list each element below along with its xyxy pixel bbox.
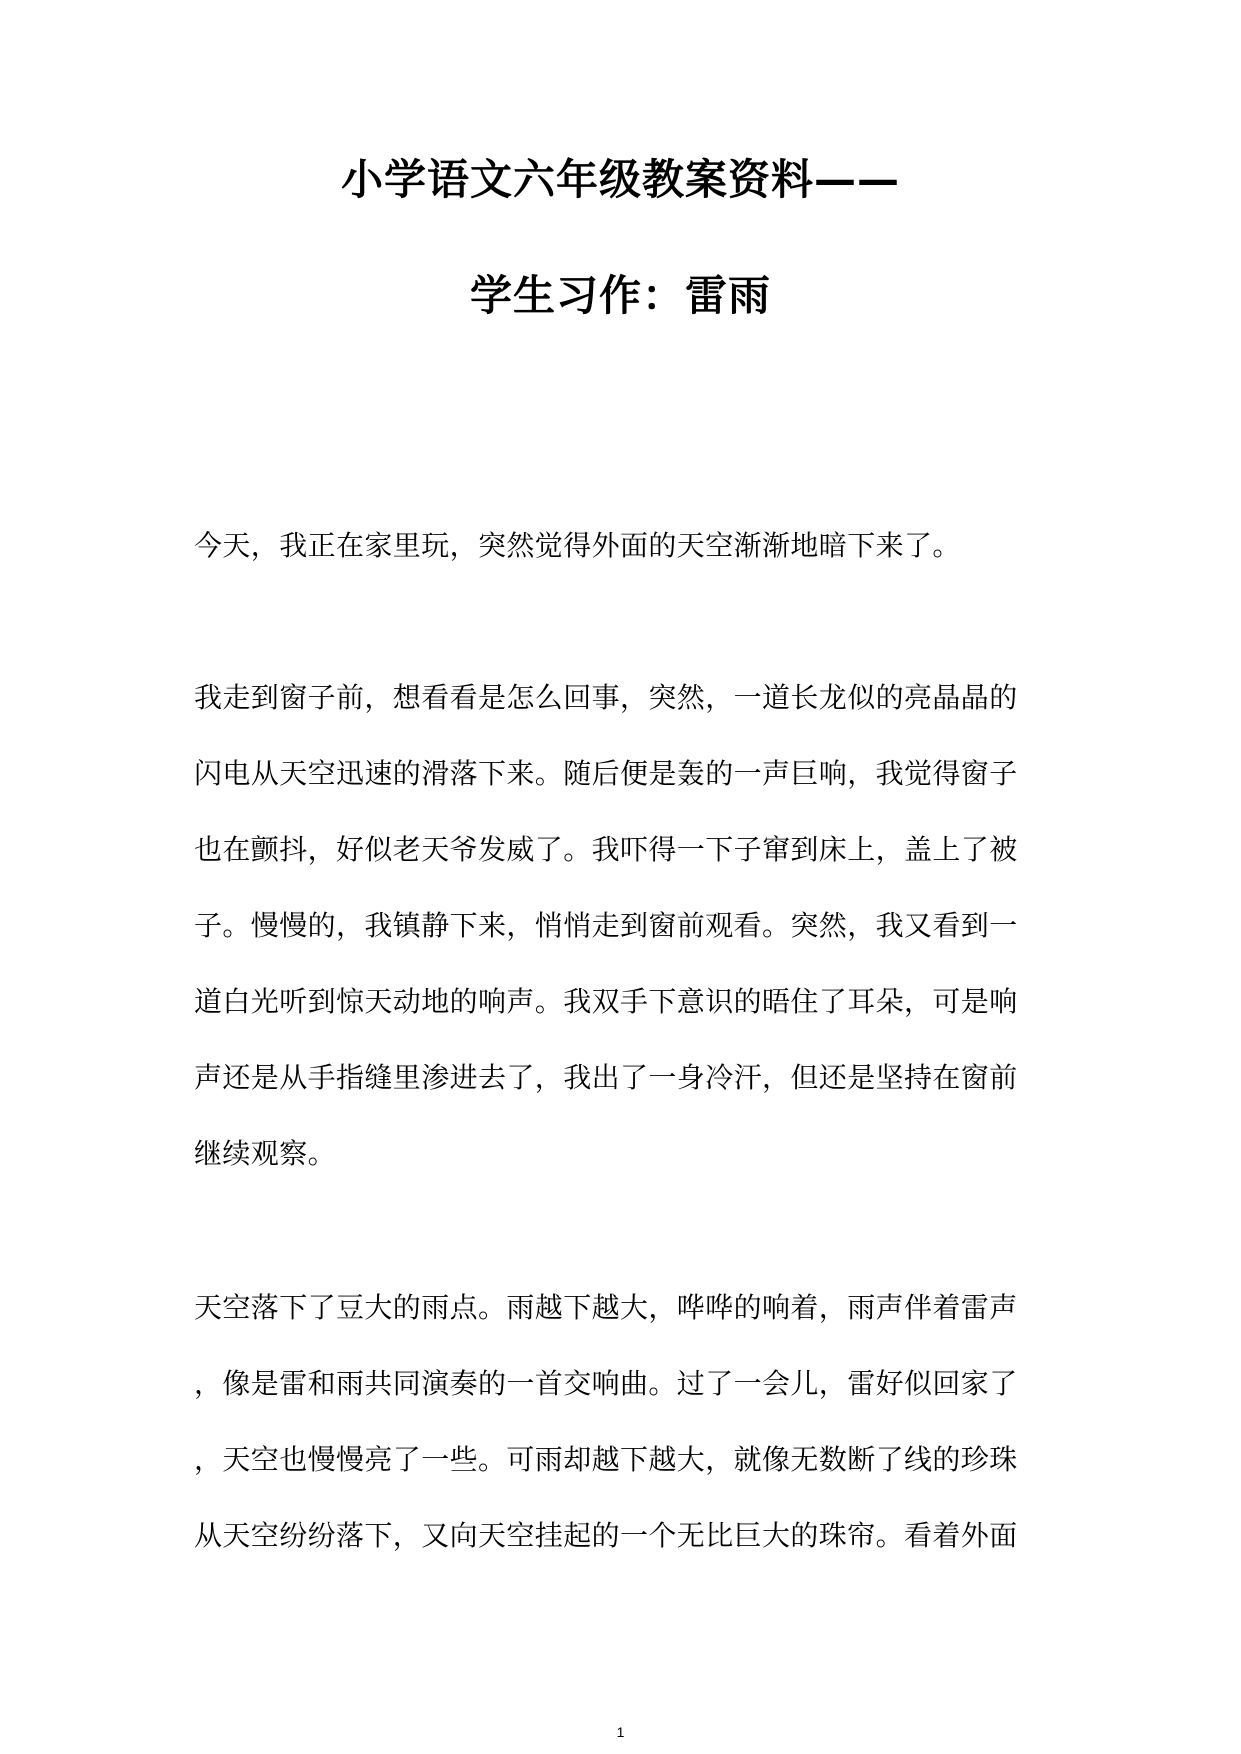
paragraph-2: [194, 660, 1046, 1192]
paragraph-3: [194, 1270, 1046, 1574]
paragraph-line: ，像是雷和雨共同演奏的一首交响曲。过了一会儿，雷好似回家了: [194, 1367, 1018, 1400]
paragraph-line: ，天空也慢慢亮了一些。可雨却越下越大，就像无数断了线的珍珠: [194, 1443, 1018, 1476]
paragraph-line: 继续观察。: [194, 1137, 337, 1170]
paragraph-line: 天空落下了豆大的雨点。雨越下越大，哗哗的响着，雨声伴着雷声: [194, 1291, 1018, 1324]
paragraph-line: 我走到窗子前，想看看是怎么回事，突然，一道长龙似的亮晶晶的: [194, 681, 1018, 714]
document-title-line-2: 学生习作：雷雨: [469, 271, 771, 320]
paragraph-1: [194, 508, 1046, 584]
paragraph-line: 从天空纷纷落下，又向天空挂起的一个无比巨大的珠帘。看着外面: [194, 1519, 1018, 1552]
paragraph-line: 今天，我正在家里玩，突然觉得外面的天空渐渐地暗下来了。: [194, 529, 961, 562]
paragraph-line: 声还是从手指缝里渗进去了，我出了一身冷汗，但还是坚持在窗前: [194, 1061, 1018, 1094]
paragraph-line: 闪电从天空迅速的滑落下来。随后便是轰的一声巨响，我觉得窗子: [194, 757, 1018, 790]
paragraph-line: 也在颤抖，好似老天爷发威了。我吓得一下子窜到床上，盖上了被: [194, 833, 1018, 866]
paragraph-line: 道白光听到惊天动地的响声。我双手下意识的晤住了耳朵，可是响: [194, 985, 1018, 1018]
paragraph-line: 子。慢慢的，我镇静下来，悄悄走到窗前观看。突然，我又看到一: [194, 909, 1018, 942]
page-number: 1: [616, 1724, 625, 1740]
document-title-line-1: 小学语文六年级教案资料——: [340, 155, 900, 204]
